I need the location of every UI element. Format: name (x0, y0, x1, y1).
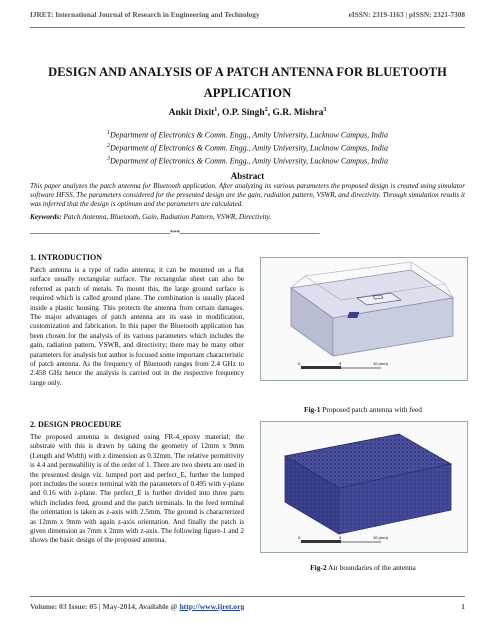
affiliation (30, 141, 465, 154)
paper-title: DESIGN AND ANALYSIS OF A PATCH ANTENNA FOR BLUETOOTH APPLICATION (48, 65, 447, 100)
keywords-label: Keywords: (30, 212, 62, 221)
scale-label: 0 (298, 535, 301, 540)
affiliation-text: Department of Electronics & Comm. Engg., Amity University, Lucknow Campus, India (110, 130, 388, 140)
page-number: 1 (461, 602, 465, 611)
figure-caption-text: Air boundaries of the antenna (326, 563, 416, 572)
abstract-text: This paper analyzes the patch antenna for Bluetooth application. After analyzing its various parameters the proposed design is created using simulator software HFSS. The parameters considered for the presented design are the gain, radiation pattern, VSWR, and directivity. Through simulation results it was inferred that the design is optimum and the parameters are calculated. (30, 182, 465, 209)
section-separator: ----------------------------------------------------------------------***---------------------------------------------------------------------- (30, 228, 320, 237)
journal-link[interactable]: http://www.ijret.org (179, 602, 245, 611)
author-name: G.R. Mishra (272, 108, 324, 119)
scale-label: 5 (339, 361, 342, 366)
section-heading: 1. INTRODUCTION (30, 253, 103, 262)
scale-label: 5 (339, 535, 342, 540)
section-introduction (30, 253, 244, 388)
figure-label: Fig-2 (310, 563, 327, 572)
affiliation (30, 128, 465, 141)
author-name: Ankit Dixit (168, 108, 215, 119)
affiliation-sup: 2 (107, 143, 110, 150)
air-boundary-drawing (261, 422, 467, 552)
affiliation-sup: 3 (107, 156, 110, 163)
figure-label: Fig-1 (303, 405, 321, 414)
journal-name: IJRET: International Journal of Research in Engineering and Technology (30, 10, 260, 19)
scale-label: 0 (298, 361, 301, 366)
scale-label: 10 (mm) (373, 535, 388, 540)
keywords-text: Patch Antenna, Bluetooth, Gain, Radiation Pattern, VSWR, Directivity. (61, 212, 272, 221)
footer-volume-text: Volume: 03 Issue: 05 | May-2014, Available @ (30, 602, 180, 611)
running-header (30, 10, 465, 19)
author-sup: 1 (214, 107, 218, 113)
author-sup: 3 (323, 107, 327, 113)
author-list: Ankit Dixit$^1$, O.P. Singh$^2$, G.R. Mishra$^3$ (168, 107, 327, 119)
affiliations (30, 128, 465, 167)
issn: eISSN: 2319-1163 | pISSN: 2321-7308 (348, 10, 465, 19)
running-footer (30, 602, 465, 611)
footer-rule (30, 596, 465, 597)
section-text: The proposed antenna is designed using FR-4_epoxy material; the substrate with this is drawn by taking the geometry of 12mm x 9mm (Length and Width) with z dimension as 0.32mm. The relative permittivity is 4.4 and permeability is of the order of 1. There are two sheets are used in the presented design viz. lumped port and perfect_E, further the lumped port includes the source terminal with the parameters of 0.495 with y-plane and 0.16 with z-plane. The perfect_E is further divided into three parts which includes feed, ground and the patch terminals. In the feed terminal the orientation is taken as z-axis with 2.5mm. The ground is characterized as 12mm x 9mm with again z-axis orientation. And finally the patch is given dimension as 7mm x 2mm with z-axis. The following figure-1 and 2 shows the basic design of the proposed antenna. (30, 433, 244, 545)
figure-caption-text: Proposed patch antenna with feed (320, 405, 422, 414)
patch-antenna-drawing (261, 258, 467, 380)
footer-volume (30, 602, 244, 611)
section-design-procedure (30, 420, 244, 546)
affiliation-sup: 1 (107, 130, 110, 136)
keywords (30, 212, 465, 221)
author-name: O.P. Singh (222, 108, 265, 119)
figure-1-caption (260, 405, 466, 414)
figure-1-image (260, 257, 468, 381)
section-text: Patch antenna is a type of radio antenna; it can be mounted on a flat surface usually rectangular surface. The rectangular sheet can also be referred as patch of metals. To mount this, the large ground surface is required which is called ground plane. The combination is usually placed inside a plastic housing. This protects the antenna from certain damages. The major advantages of patch antenna are its ease in modification, customization and fabrication. In this paper the Bluetooth application has been chosen for the analysis of its various parameters which includes the gain, radiation pattern, VSWR, and directivity; there may be many other parameters for analysis but author is focused some important characteristic of patch antenna. As the frequency of Bluetooth ranges from 2.4 GHz to 2.458 GHz hence the analysis is carried out in the respective frequency range only. (30, 266, 244, 387)
abstract-heading: Abstract (230, 171, 265, 181)
scale-label: 10 (mm) (373, 361, 388, 366)
header-rule (30, 27, 465, 28)
author-sup: 2 (264, 107, 268, 113)
section-heading: 2. DESIGN PROCEDURE (30, 420, 122, 429)
affiliation-text: Department of Electronics & Comm. Engg., Amity University, Lucknow Campus, India (110, 143, 388, 153)
affiliation-text: Department of Electronics & Comm. Engg., Amity University, Lucknow Campus, India (110, 156, 388, 166)
figure-2-image (260, 421, 468, 553)
figure-2-caption (260, 563, 466, 572)
affiliation (30, 154, 465, 167)
